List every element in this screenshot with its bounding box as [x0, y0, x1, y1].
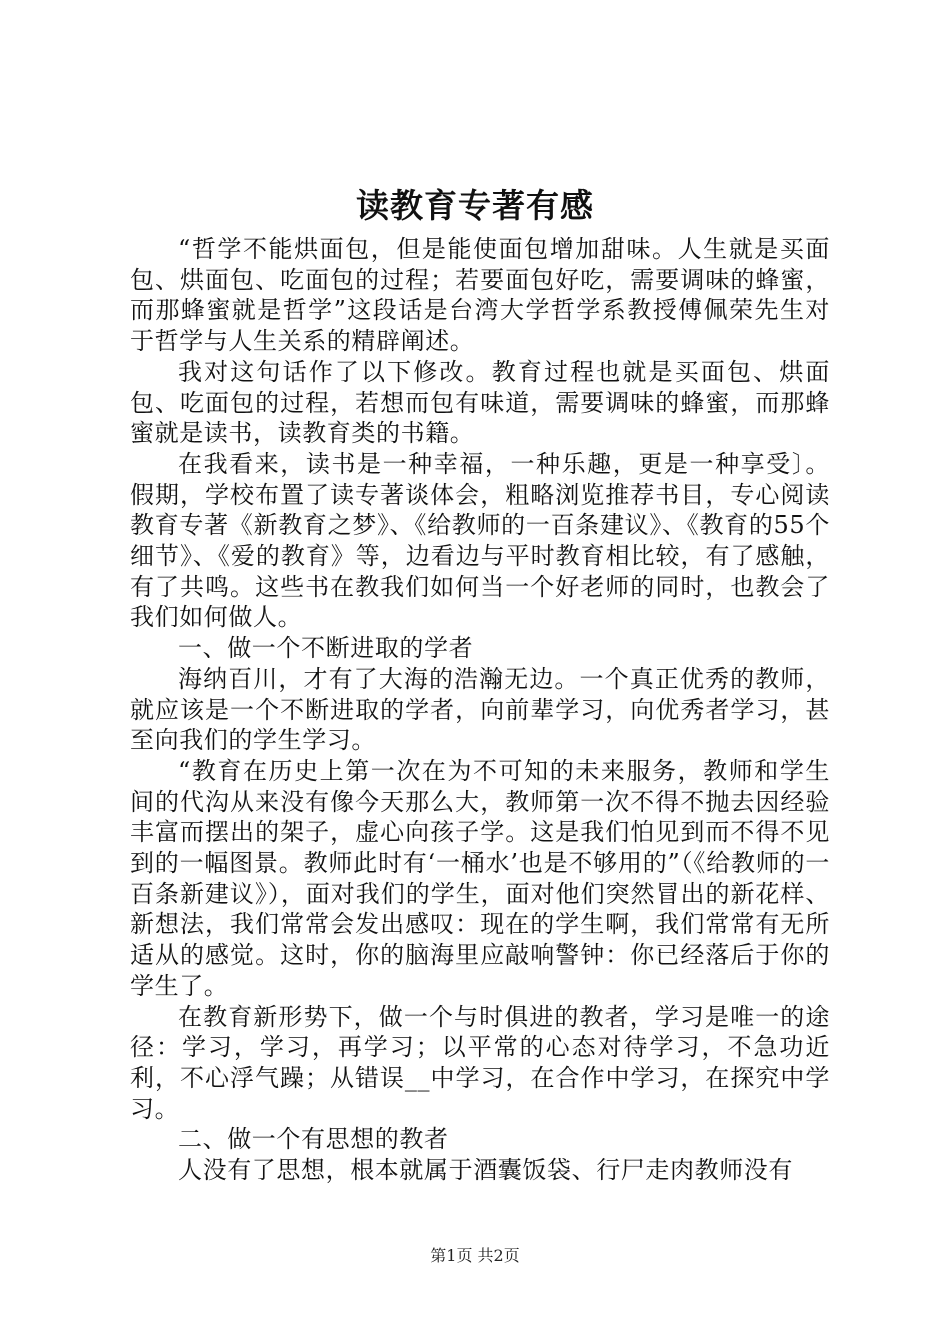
paragraph-4: 海纳百川，才有了大海的浩瀚无边。一个真正优秀的教师，就应该是一个不断进取的学者，向前辈学习，向优秀者学习，甚至向我们的学生学习。	[130, 664, 830, 755]
paragraph-7: 人没有了思想，根本就属于酒囊饭袋、行尸走肉教师没有	[178, 1156, 793, 1185]
paragraph-6: 在教育新形势下，做一个与时俱进的教者，学习是唯一的途径：学习，学习，再学习；以平常的心态对待学习，不急功近利，不心浮气躁；从错误__中学习，在合作中学习，在探究中学习。	[130, 1002, 830, 1123]
section-heading-2: 二、做一个有思想的教者	[178, 1125, 449, 1154]
paragraph-1: “哲学不能烘面包，但是能使面包增加甜味。人生就是买面包、烘面包、吃面包的过程；若要面包好吃，需要调味的蜂蜜，而那蜂蜜就是哲学”这段话是台湾大学哲学系教授傅佩荣先生对于哲学与人生关系的精辟阐述。	[130, 235, 830, 356]
section-heading-1: 一、做一个不断进取的学者	[178, 634, 474, 663]
document-title: 读教育专著有感	[356, 186, 594, 225]
paragraph-5: “教育在历史上第一次在为不可知的未来服务，教师和学生间的代沟从来没有像今天那么大，教师第一次不得不抛去因经验丰富而摆出的架子，虚心向孩子学。这是我们怕见到而不得不见到的一幅图景。教师此时有‘一桶水’也是不够用的”（《给教师的一百条新建议》），面对我们的学生，面对他们突然冒出的新花样、新想法，我们常常会发出感叹：现在的学生啊，我们常常有无所适从的感觉。这时，你的脑海里应敲响警钟：你已经落后于你的学生了。	[130, 756, 830, 1000]
paragraph-3: 在我看来，读书是一种幸福，一种乐趣，更是一种享受〕。假期，学校布置了读专著谈体会，粗略浏览推荐书目，专心阅读教育专著《新教育之梦》、《给教师的一百条建议》、《教育的55个细节》、《爱的教育》等，边看边与平时教育相比较，有了感触，有了共鸣。这些书在教我们如何当一个好老师的同时，也教会了我们如何做人。	[130, 449, 830, 632]
paragraph-2: 我对这句话作了以下修改。教育过程也就是买面包、烘面包、吃面包的过程，若想而包有味道，需要调味的蜂蜜，而那蜂蜜就是读书，读教育类的书籍。	[130, 357, 830, 448]
document-body	[130, 234, 830, 1186]
page-footer: 第1页 共2页	[430, 1246, 520, 1265]
